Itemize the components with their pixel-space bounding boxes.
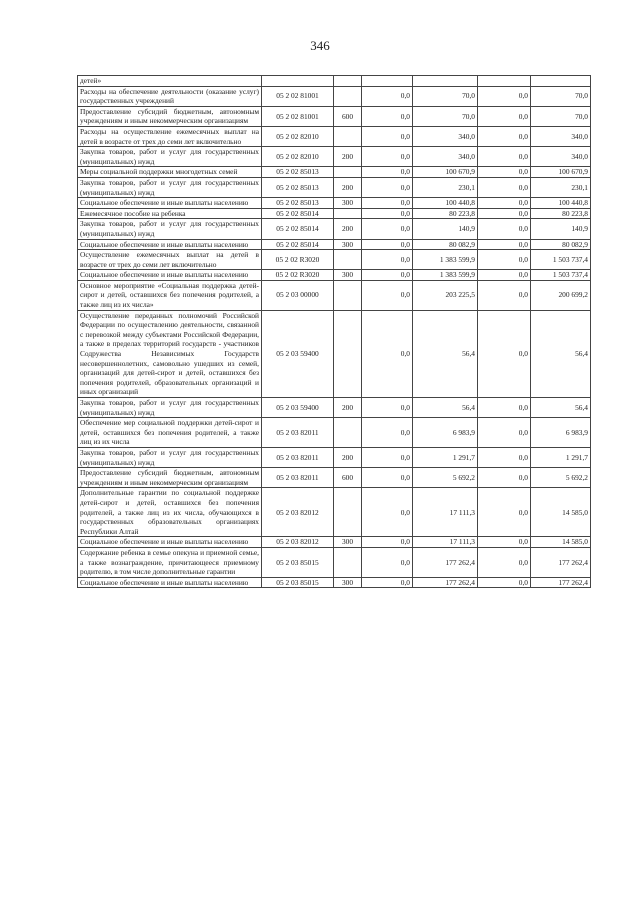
row-code: 05 2 02 R3020 xyxy=(262,270,334,281)
row-value-4: 100 440,8 xyxy=(531,198,591,209)
row-value-4: 70,0 xyxy=(531,86,591,106)
row-name: Расходы на осуществление ежемесячных выплат на детей в возрасте от трех до семи лет включительно xyxy=(78,126,262,146)
row-expense-type: 200 xyxy=(334,147,362,167)
row-expense-type: 300 xyxy=(334,577,362,588)
row-value-4: 56,4 xyxy=(531,310,591,397)
row-expense-type: 200 xyxy=(334,447,362,467)
row-code: 05 2 02 85014 xyxy=(262,219,334,239)
row-value-1: 0,0 xyxy=(362,208,413,219)
row-name: Основное мероприятие «Социальная поддержка детей-сирот и детей, оставшихся без попечения родителей, а также лиц из их числа» xyxy=(78,280,262,310)
row-value-4: 6 983,9 xyxy=(531,418,591,448)
row-code: 05 2 02 85013 xyxy=(262,177,334,197)
row-value-2: 100 440,8 xyxy=(413,198,478,209)
row-expense-type: 300 xyxy=(334,537,362,548)
row-expense-type: 300 xyxy=(334,239,362,250)
row-value-1: 0,0 xyxy=(362,86,413,106)
row-value-1: 0,0 xyxy=(362,106,413,126)
row-value-1: 0,0 xyxy=(362,418,413,448)
row-name: Обеспечение мер социальной поддержки детей-сирот и детей, оставшихся без попечения родителей, а также лиц из их числа xyxy=(78,418,262,448)
row-value-2: 70,0 xyxy=(413,106,478,126)
row-value-3: 0,0 xyxy=(478,398,531,418)
row-value-3: 0,0 xyxy=(478,177,531,197)
row-value-2: 203 225,5 xyxy=(413,280,478,310)
table-row xyxy=(78,106,591,126)
row-value-2: 6 983,9 xyxy=(413,418,478,448)
row-code: 05 2 02 82010 xyxy=(262,147,334,167)
row-code: 05 2 02 85014 xyxy=(262,239,334,250)
row-code: 05 2 02 82010 xyxy=(262,126,334,146)
row-value-2: 140,9 xyxy=(413,219,478,239)
row-name: Закупка товаров, работ и услуг для государственных (муниципальных) нужд xyxy=(78,447,262,467)
row-expense-type xyxy=(334,126,362,146)
table-row xyxy=(78,208,591,219)
row-value-1: 0,0 xyxy=(362,177,413,197)
row-value-4 xyxy=(531,76,591,87)
row-value-2: 340,0 xyxy=(413,147,478,167)
table-row xyxy=(78,418,591,448)
table-row xyxy=(78,177,591,197)
row-value-1: 0,0 xyxy=(362,398,413,418)
row-code: 05 2 03 82012 xyxy=(262,537,334,548)
table-row xyxy=(78,447,591,467)
row-name: Меры социальной поддержки многодетных семей xyxy=(78,167,262,178)
row-value-4: 1 503 737,4 xyxy=(531,250,591,270)
row-value-3: 0,0 xyxy=(478,488,531,537)
row-value-3: 0,0 xyxy=(478,418,531,448)
row-value-2: 56,4 xyxy=(413,310,478,397)
table-row xyxy=(78,280,591,310)
row-value-3: 0,0 xyxy=(478,86,531,106)
row-value-2: 56,4 xyxy=(413,398,478,418)
row-value-1 xyxy=(362,76,413,87)
row-value-3: 0,0 xyxy=(478,106,531,126)
row-value-1: 0,0 xyxy=(362,468,413,488)
row-value-4: 177 262,4 xyxy=(531,547,591,577)
row-value-1: 0,0 xyxy=(362,219,413,239)
row-value-4: 56,4 xyxy=(531,398,591,418)
row-code: 05 2 03 00000 xyxy=(262,280,334,310)
row-value-4: 230,1 xyxy=(531,177,591,197)
row-name: Социальное обеспечение и иные выплаты населению xyxy=(78,239,262,250)
row-value-3: 0,0 xyxy=(478,219,531,239)
row-expense-type xyxy=(334,167,362,178)
row-name: Социальное обеспечение и иные выплаты населению xyxy=(78,198,262,209)
row-value-3: 0,0 xyxy=(478,239,531,250)
row-value-1: 0,0 xyxy=(362,280,413,310)
table-row xyxy=(78,86,591,106)
row-value-4: 80 082,9 xyxy=(531,239,591,250)
row-name: Предоставление субсидий бюджетным, автономным учреждениям и иным некоммерческим организациям xyxy=(78,468,262,488)
row-name: Закупка товаров, работ и услуг для государственных (муниципальных) нужд xyxy=(78,177,262,197)
table-row xyxy=(78,537,591,548)
row-expense-type: 200 xyxy=(334,177,362,197)
table-row xyxy=(78,468,591,488)
row-code: 05 2 03 82011 xyxy=(262,468,334,488)
row-value-1: 0,0 xyxy=(362,239,413,250)
row-value-3: 0,0 xyxy=(478,250,531,270)
row-name: Закупка товаров, работ и услуг для государственных (муниципальных) нужд xyxy=(78,147,262,167)
row-name: Социальное обеспечение и иные выплаты населению xyxy=(78,270,262,281)
row-value-1: 0,0 xyxy=(362,250,413,270)
row-value-4: 100 670,9 xyxy=(531,167,591,178)
row-value-4: 14 585,0 xyxy=(531,488,591,537)
row-value-1: 0,0 xyxy=(362,547,413,577)
row-name: Ежемесячное пособие на ребенка xyxy=(78,208,262,219)
row-code: 05 2 02 81001 xyxy=(262,86,334,106)
row-name: Расходы на обеспечение деятельности (оказание услуг) государственных учреждений xyxy=(78,86,262,106)
row-expense-type xyxy=(334,208,362,219)
row-value-3: 0,0 xyxy=(478,547,531,577)
row-value-4: 340,0 xyxy=(531,147,591,167)
row-name: Содержание ребенка в семье опекуна и приемной семье, а также вознаграждение, причитающееся приемному родителю, в том числе дополнительные гарантии xyxy=(78,547,262,577)
row-value-2: 1 383 599,9 xyxy=(413,250,478,270)
table-row xyxy=(78,310,591,397)
row-value-3: 0,0 xyxy=(478,577,531,588)
row-value-2: 340,0 xyxy=(413,126,478,146)
table-row xyxy=(78,270,591,281)
table-row xyxy=(78,147,591,167)
row-value-2: 1 383 599,9 xyxy=(413,270,478,281)
row-name: детей» xyxy=(78,76,262,87)
row-value-1: 0,0 xyxy=(362,270,413,281)
row-name: Социальное обеспечение и иные выплаты населению xyxy=(78,537,262,548)
row-value-3: 0,0 xyxy=(478,447,531,467)
row-expense-type xyxy=(334,310,362,397)
row-value-4: 80 223,8 xyxy=(531,208,591,219)
table-row xyxy=(78,250,591,270)
row-value-4: 177 262,4 xyxy=(531,577,591,588)
table-row xyxy=(78,488,591,537)
row-value-2: 230,1 xyxy=(413,177,478,197)
row-value-4: 140,9 xyxy=(531,219,591,239)
row-code: 05 2 03 82011 xyxy=(262,447,334,467)
table-row xyxy=(78,547,591,577)
row-expense-type xyxy=(334,488,362,537)
row-value-2: 80 223,8 xyxy=(413,208,478,219)
table-row xyxy=(78,76,591,87)
row-value-3: 0,0 xyxy=(478,208,531,219)
table-body xyxy=(78,76,591,588)
row-value-3: 0,0 xyxy=(478,147,531,167)
row-value-2: 177 262,4 xyxy=(413,577,478,588)
row-code: 05 2 02 85013 xyxy=(262,167,334,178)
budget-table xyxy=(77,75,591,588)
row-value-4: 200 699,2 xyxy=(531,280,591,310)
row-value-2: 100 670,9 xyxy=(413,167,478,178)
row-value-1: 0,0 xyxy=(362,198,413,209)
row-name: Закупка товаров, работ и услуг для государственных (муниципальных) нужд xyxy=(78,219,262,239)
row-code: 05 2 03 82011 xyxy=(262,418,334,448)
row-value-2: 177 262,4 xyxy=(413,547,478,577)
row-expense-type xyxy=(334,86,362,106)
row-value-4: 1 503 737,4 xyxy=(531,270,591,281)
row-value-4: 14 585,0 xyxy=(531,537,591,548)
row-value-2: 70,0 xyxy=(413,86,478,106)
row-expense-type xyxy=(334,250,362,270)
row-value-1: 0,0 xyxy=(362,577,413,588)
row-value-3: 0,0 xyxy=(478,280,531,310)
row-expense-type: 600 xyxy=(334,468,362,488)
row-expense-type: 600 xyxy=(334,106,362,126)
row-code: 05 2 03 59400 xyxy=(262,398,334,418)
row-value-2 xyxy=(413,76,478,87)
row-value-3: 0,0 xyxy=(478,468,531,488)
row-value-1: 0,0 xyxy=(362,488,413,537)
row-expense-type xyxy=(334,418,362,448)
row-value-2: 17 111,3 xyxy=(413,537,478,548)
row-expense-type: 300 xyxy=(334,270,362,281)
row-code: 05 2 03 59400 xyxy=(262,310,334,397)
row-code: 05 2 02 81001 xyxy=(262,106,334,126)
row-value-1: 0,0 xyxy=(362,310,413,397)
row-name: Социальное обеспечение и иные выплаты населению xyxy=(78,577,262,588)
row-value-2: 80 082,9 xyxy=(413,239,478,250)
row-value-3 xyxy=(478,76,531,87)
row-value-1: 0,0 xyxy=(362,126,413,146)
row-value-1: 0,0 xyxy=(362,167,413,178)
row-value-2: 1 291,7 xyxy=(413,447,478,467)
row-value-2: 17 111,3 xyxy=(413,488,478,537)
row-value-4: 5 692,2 xyxy=(531,468,591,488)
row-value-1: 0,0 xyxy=(362,147,413,167)
table-row xyxy=(78,398,591,418)
table-row xyxy=(78,198,591,209)
row-value-3: 0,0 xyxy=(478,537,531,548)
row-code: 05 2 03 85015 xyxy=(262,577,334,588)
row-value-3: 0,0 xyxy=(478,167,531,178)
row-name: Закупка товаров, работ и услуг для государственных (муниципальных) нужд xyxy=(78,398,262,418)
row-name: Осуществление ежемесячных выплат на детей в возрасте от трех до семи лет включительно xyxy=(78,250,262,270)
row-code: 05 2 02 85014 xyxy=(262,208,334,219)
row-value-1: 0,0 xyxy=(362,537,413,548)
row-name: Предоставление субсидий бюджетным, автономным учреждениям и иным некоммерческим организациям xyxy=(78,106,262,126)
row-value-4: 340,0 xyxy=(531,126,591,146)
row-code: 05 2 03 82012 xyxy=(262,488,334,537)
table-row xyxy=(78,577,591,588)
row-code: 05 2 03 85015 xyxy=(262,547,334,577)
row-value-3: 0,0 xyxy=(478,198,531,209)
row-value-4: 1 291,7 xyxy=(531,447,591,467)
row-value-3: 0,0 xyxy=(478,310,531,397)
page-number: 346 xyxy=(310,38,330,53)
row-expense-type: 300 xyxy=(334,198,362,209)
row-expense-type xyxy=(334,547,362,577)
row-value-3: 0,0 xyxy=(478,126,531,146)
row-expense-type xyxy=(334,280,362,310)
row-code xyxy=(262,76,334,87)
row-value-4: 70,0 xyxy=(531,106,591,126)
row-value-2: 5 692,2 xyxy=(413,468,478,488)
row-name: Дополнительные гарантии по социальной поддержке детей-сирот и детей, оставшихся без попечения родителей, а также лиц из их числа, обучающихся в государственных образовательных организациях Республики Алтай xyxy=(78,488,262,537)
table-row xyxy=(78,126,591,146)
row-code: 05 2 02 R3020 xyxy=(262,250,334,270)
row-value-1: 0,0 xyxy=(362,447,413,467)
row-name: Осуществление переданных полномочий Российской Федерации по осуществлению деятельности, связанной с перевозкой между субъектами Российской Федерации, а также в пределах территорий государств - участников Содружества Независимых Государств несовершеннолетних, самовольно ушедших из семей, организаций для детей-сирот и детей, оставшихся без попечения родителей, образовательных организаций и иных организаций xyxy=(78,310,262,397)
row-expense-type xyxy=(334,76,362,87)
row-expense-type: 200 xyxy=(334,398,362,418)
row-expense-type: 200 xyxy=(334,219,362,239)
table-row xyxy=(78,219,591,239)
row-value-3: 0,0 xyxy=(478,270,531,281)
row-code: 05 2 02 85013 xyxy=(262,198,334,209)
table-row xyxy=(78,239,591,250)
table-row xyxy=(78,167,591,178)
